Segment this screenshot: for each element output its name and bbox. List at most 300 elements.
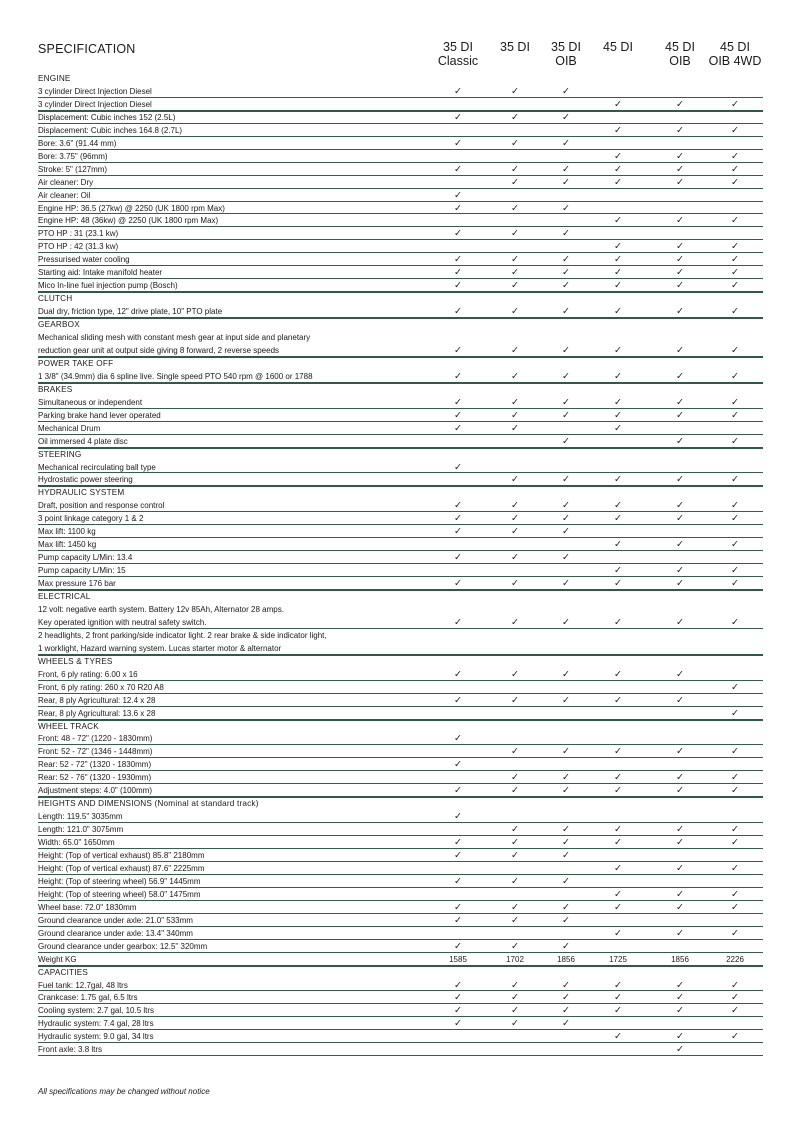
check-mark: ✓ (562, 914, 570, 926)
check-mark: ✓ (511, 824, 519, 836)
check-mark: ✓ (454, 578, 462, 590)
spec-label: Front: 52 - 72" (1346 - 1448mm) (38, 747, 153, 757)
check-mark: ✓ (731, 565, 739, 577)
check-mark: ✓ (562, 668, 570, 680)
section-heading-row (38, 72, 763, 85)
check-mark: ✓ (454, 875, 462, 887)
check-mark: ✓ (676, 772, 684, 784)
section-heading: GEARBOX (38, 320, 80, 330)
check-mark: ✓ (676, 901, 684, 913)
spec-label: Draft, position and response control (38, 501, 165, 511)
spec-label: Cooling system: 2.7 gal, 10.5 ltrs (38, 1006, 155, 1016)
check-mark: ✓ (511, 202, 519, 214)
column-header (588, 40, 648, 54)
spec-label: Engine HP: 48 (36kw) @ 2250 (UK 1800 rpm Max) (38, 216, 219, 226)
check-mark: ✓ (511, 578, 519, 590)
check-mark: ✓ (454, 189, 462, 201)
spec-label: Ground clearance under axle: 21.0" 533mm (38, 915, 193, 925)
check-mark: ✓ (511, 940, 519, 952)
spec-label: reduction gear unit at output side giving 8 forward, 2 reverse speeds (38, 345, 280, 355)
check-mark: ✓ (454, 85, 462, 97)
column-header (705, 40, 765, 68)
check-mark: ✓ (454, 163, 462, 175)
check-mark: ✓ (511, 163, 519, 175)
check-mark: ✓ (676, 474, 684, 486)
spec-label: PTO HP : 31 (23.1 kw) (38, 229, 119, 239)
spec-row (38, 331, 763, 344)
check-mark: ✓ (454, 137, 462, 149)
check-mark: ✓ (454, 422, 462, 434)
check-mark: ✓ (676, 344, 684, 356)
check-mark: ✓ (562, 901, 570, 913)
check-mark: ✓ (511, 616, 519, 628)
check-mark: ✓ (731, 681, 739, 693)
check-mark: ✓ (614, 888, 622, 900)
check-mark: ✓ (562, 824, 570, 836)
section-heading-row (38, 590, 763, 603)
spec-label: Simultaneous or independent (38, 397, 143, 407)
check-mark: ✓ (676, 435, 684, 447)
spec-label: Pump capacity L/Min: 15 (38, 566, 126, 576)
check-mark: ✓ (614, 124, 622, 136)
check-mark: ✓ (614, 98, 622, 110)
spec-label: Rear: 52 - 72" (1320 - 1830mm) (38, 760, 152, 770)
column-header-line1: 35 DI (443, 40, 473, 54)
check-mark: ✓ (562, 850, 570, 861)
section-heading: HYDRAULIC SYSTEM (38, 488, 125, 498)
section-heading-row (38, 655, 763, 668)
check-mark: ✓ (731, 927, 739, 939)
check-mark: ✓ (731, 616, 739, 628)
check-mark: ✓ (676, 280, 684, 292)
column-header-line1: 45 DI (665, 40, 695, 54)
section-heading: STEERING (38, 449, 82, 459)
check-mark: ✓ (614, 862, 622, 874)
spec-label: Rear, 8 ply Agricultural: 12.4 x 28 (38, 695, 156, 705)
check-mark: ✓ (731, 1031, 739, 1043)
check-mark: ✓ (731, 344, 739, 356)
check-mark: ✓ (454, 370, 462, 382)
spec-label: Dual dry, friction type, 12" drive plate, 10" PTO plate (38, 307, 223, 317)
check-mark: ✓ (454, 914, 462, 926)
check-mark: ✓ (614, 616, 622, 628)
check-mark: ✓ (731, 707, 739, 719)
check-mark: ✓ (562, 1005, 570, 1017)
check-mark: ✓ (676, 176, 684, 188)
check-mark: ✓ (676, 267, 684, 279)
footnote: All specifications may be changed without notice (38, 1087, 210, 1096)
section-heading: ELECTRICAL (38, 592, 91, 601)
check-mark: ✓ (731, 409, 739, 421)
check-mark: ✓ (562, 137, 570, 149)
section-heading-row (38, 448, 763, 461)
row-divider (38, 1055, 763, 1056)
check-mark: ✓ (562, 409, 570, 421)
check-mark: ✓ (511, 176, 519, 188)
check-mark: ✓ (731, 500, 739, 512)
spec-label: Front axle: 3.8 ltrs (38, 1045, 103, 1055)
check-mark: ✓ (511, 280, 519, 292)
check-mark: ✓ (614, 992, 622, 1004)
check-mark: ✓ (454, 396, 462, 408)
check-mark: ✓ (614, 565, 622, 577)
check-mark: ✓ (731, 306, 739, 318)
check-mark: ✓ (676, 616, 684, 628)
weight-value: 1856 (557, 954, 575, 964)
section-heading-row (38, 292, 763, 305)
check-mark: ✓ (676, 837, 684, 849)
section-heading: CAPACITIES (38, 967, 89, 977)
spec-label: Ground clearance under axle: 13.4" 340mm (38, 928, 193, 938)
check-mark: ✓ (614, 150, 622, 162)
check-mark: ✓ (731, 578, 739, 590)
check-mark: ✓ (731, 241, 739, 253)
column-header-line1: 45 DI (720, 40, 750, 54)
spec-label: Height: (Top of vertical exhaust) 85.8" 2180mm (38, 851, 205, 860)
section-heading: POWER TAKE OFF (38, 358, 114, 368)
spec-label: Pressurised water cooling (38, 255, 130, 265)
check-mark: ✓ (676, 668, 684, 680)
check-mark: ✓ (614, 772, 622, 784)
spec-label: Max lift: 1450 kg (38, 540, 97, 550)
spec-label: Max pressure 176 bar (38, 579, 116, 589)
check-mark: ✓ (676, 565, 684, 577)
check-mark: ✓ (562, 875, 570, 887)
check-mark: ✓ (562, 578, 570, 590)
spec-label: Height: (Top of steering wheel) 56.9" 1445mm (38, 876, 201, 886)
check-mark: ✓ (511, 254, 519, 266)
weight-value: 2226 (726, 954, 744, 964)
spec-label: Length: 121.0" 3075mm (38, 825, 124, 835)
section-heading: CLUTCH (38, 294, 73, 304)
spec-label: PTO HP : 42 (31.3 kw) (38, 242, 119, 252)
check-mark: ✓ (454, 500, 462, 512)
check-mark: ✓ (676, 824, 684, 836)
check-mark: ✓ (562, 785, 570, 797)
section-heading: WHEELS & TYRES (38, 656, 113, 666)
check-mark: ✓ (731, 435, 739, 447)
check-mark: ✓ (511, 875, 519, 887)
spec-label: Hydraulic system: 7.4 gal, 28 ltrs (38, 1019, 154, 1029)
check-mark: ✓ (562, 772, 570, 784)
check-mark: ✓ (454, 694, 462, 706)
check-mark: ✓ (454, 344, 462, 356)
check-mark: ✓ (511, 344, 519, 356)
check-mark: ✓ (511, 837, 519, 849)
column-header-line2: OIB 4WD (708, 54, 762, 68)
spec-label: Front, 6 ply rating: 6.00 x 16 (38, 669, 138, 679)
check-mark: ✓ (562, 228, 570, 240)
check-mark: ✓ (511, 694, 519, 706)
check-mark: ✓ (454, 409, 462, 421)
check-mark: ✓ (731, 474, 739, 486)
check-mark: ✓ (676, 370, 684, 382)
check-mark: ✓ (614, 694, 622, 706)
check-mark: ✓ (676, 979, 684, 991)
check-mark: ✓ (731, 513, 739, 525)
spec-label: Max lift: 1100 kg (38, 527, 96, 537)
check-mark: ✓ (676, 98, 684, 110)
check-mark: ✓ (511, 772, 519, 784)
spec-label: 3 cylinder Direct Injection Diesel (38, 86, 152, 96)
check-mark: ✓ (562, 254, 570, 266)
section-heading: BRAKES (38, 384, 73, 394)
check-mark: ✓ (454, 1005, 462, 1017)
section-heading: WHEEL TRACK (38, 721, 99, 731)
spec-label: Ground clearance under gearbox: 12.5" 320mm (38, 941, 208, 951)
check-mark: ✓ (731, 862, 739, 874)
check-mark: ✓ (676, 254, 684, 266)
check-mark: ✓ (614, 824, 622, 836)
check-mark: ✓ (614, 267, 622, 279)
check-mark: ✓ (731, 992, 739, 1004)
check-mark: ✓ (562, 474, 570, 486)
check-mark: ✓ (511, 992, 519, 1004)
spec-label: 3 cylinder Direct Injection Diesel (38, 99, 152, 109)
check-mark: ✓ (511, 901, 519, 913)
spec-label: Engine HP: 36.5 (27kw) @ 2250 (UK 1800 rpm Max) (38, 203, 225, 213)
spec-label: Front, 6 ply rating: 260 x 70 R20 A8 (38, 682, 164, 692)
check-mark: ✓ (731, 746, 739, 758)
check-mark: ✓ (454, 901, 462, 913)
check-mark: ✓ (454, 811, 462, 823)
section-heading-row (38, 318, 763, 331)
spec-label: Starting aid: Intake manifold heater (38, 268, 163, 278)
section-heading: HEIGHTS AND DIMENSIONS (Nominal at standard track) (38, 799, 259, 809)
check-mark: ✓ (731, 163, 739, 175)
check-mark: ✓ (676, 1044, 684, 1056)
spec-label: 1 3/8" (34.9mm) dia 6 spline live. Single speed PTO 540 rpm @ 1600 or 1788 (38, 371, 313, 381)
check-mark: ✓ (614, 979, 622, 991)
check-mark: ✓ (454, 979, 462, 991)
spec-label: 2 headlights, 2 front parking/side indicator light. 2 rear brake & side indicator light, (38, 630, 327, 640)
column-header-line1: 35 DI (500, 40, 530, 54)
check-mark: ✓ (731, 98, 739, 110)
check-mark: ✓ (614, 306, 622, 318)
check-mark: ✓ (454, 850, 462, 861)
check-mark: ✓ (511, 267, 519, 279)
check-mark: ✓ (511, 409, 519, 421)
check-mark: ✓ (731, 267, 739, 279)
check-mark: ✓ (731, 785, 739, 797)
check-mark: ✓ (454, 759, 462, 771)
check-mark: ✓ (562, 552, 570, 564)
check-mark: ✓ (511, 785, 519, 797)
spec-label: Mechanical Drum (38, 423, 101, 433)
check-mark: ✓ (731, 280, 739, 292)
spec-label: Displacement: Cubic inches 164.8 (2.7L) (38, 125, 183, 135)
check-mark: ✓ (731, 1005, 739, 1017)
check-mark: ✓ (562, 694, 570, 706)
spec-label: 12 volt: negative earth system. Battery 12v 85Ah, Alternator 28 amps. (38, 604, 284, 614)
check-mark: ✓ (614, 539, 622, 551)
spec-label: Oil immersed 4 plate disc (38, 436, 128, 446)
check-mark: ✓ (454, 526, 462, 538)
check-mark: ✓ (454, 733, 462, 745)
check-mark: ✓ (676, 862, 684, 874)
check-mark: ✓ (562, 992, 570, 1004)
check-mark: ✓ (676, 578, 684, 590)
check-mark: ✓ (614, 927, 622, 939)
spec-label: 3 point linkage category 1 & 2 (38, 514, 144, 524)
check-mark: ✓ (454, 461, 462, 473)
check-mark: ✓ (562, 837, 570, 849)
weight-value: 1585 (449, 954, 467, 964)
check-mark: ✓ (614, 837, 622, 849)
check-mark: ✓ (454, 254, 462, 266)
check-mark: ✓ (511, 746, 519, 758)
spec-label: Mico In-line fuel injection pump (Bosch) (38, 281, 178, 291)
check-mark: ✓ (454, 616, 462, 628)
check-mark: ✓ (676, 1031, 684, 1043)
check-mark: ✓ (676, 150, 684, 162)
check-mark: ✓ (614, 409, 622, 421)
check-mark: ✓ (614, 241, 622, 253)
check-mark: ✓ (511, 979, 519, 991)
check-mark: ✓ (562, 500, 570, 512)
weight-value: 1725 (609, 954, 627, 964)
check-mark: ✓ (511, 1018, 519, 1030)
spec-label: Displacement: Cubic inches 152 (2.5L) (38, 112, 176, 122)
spec-label: Wheel base: 72.0" 1830mm (38, 902, 137, 912)
check-mark: ✓ (562, 176, 570, 188)
spec-label: Rear: 52 - 76" (1320 - 1930mm) (38, 773, 152, 783)
check-mark: ✓ (676, 746, 684, 758)
column-header-line1: 45 DI (603, 40, 633, 54)
spec-label: Rear, 8 ply Agricultural: 13.6 x 28 (38, 708, 156, 718)
check-mark: ✓ (614, 280, 622, 292)
check-mark: ✓ (614, 474, 622, 486)
section-heading-row (38, 383, 763, 396)
check-mark: ✓ (731, 837, 739, 849)
spec-label: Width: 65.0" 1650mm (38, 838, 115, 848)
check-mark: ✓ (731, 124, 739, 136)
check-mark: ✓ (614, 901, 622, 913)
check-mark: ✓ (511, 306, 519, 318)
check-mark: ✓ (562, 526, 570, 538)
check-mark: ✓ (614, 785, 622, 797)
check-mark: ✓ (454, 228, 462, 240)
check-mark: ✓ (454, 940, 462, 952)
check-mark: ✓ (511, 552, 519, 564)
check-mark: ✓ (562, 979, 570, 991)
check-mark: ✓ (562, 111, 570, 123)
check-mark: ✓ (614, 1005, 622, 1017)
check-mark: ✓ (454, 280, 462, 292)
column-header-line2: OIB (555, 54, 577, 68)
check-mark: ✓ (562, 202, 570, 214)
check-mark: ✓ (511, 474, 519, 486)
spec-label: Crankcase: 1.75 gal, 6.5 ltrs (38, 993, 138, 1003)
check-mark: ✓ (562, 370, 570, 382)
check-mark: ✓ (676, 694, 684, 706)
column-header-line2: Classic (437, 54, 479, 68)
check-mark: ✓ (676, 124, 684, 136)
check-mark: ✓ (562, 280, 570, 292)
check-mark: ✓ (454, 668, 462, 680)
check-mark: ✓ (614, 396, 622, 408)
column-header (428, 40, 488, 68)
check-mark: ✓ (731, 370, 739, 382)
check-mark: ✓ (614, 215, 622, 227)
check-mark: ✓ (511, 137, 519, 149)
check-mark: ✓ (731, 176, 739, 188)
check-mark: ✓ (731, 254, 739, 266)
check-mark: ✓ (562, 163, 570, 175)
check-mark: ✓ (676, 163, 684, 175)
check-mark: ✓ (614, 176, 622, 188)
check-mark: ✓ (562, 1018, 570, 1030)
check-mark: ✓ (614, 513, 622, 525)
check-mark: ✓ (614, 668, 622, 680)
check-mark: ✓ (454, 111, 462, 123)
check-mark: ✓ (511, 85, 519, 97)
weight-value: 1856 (671, 954, 689, 964)
check-mark: ✓ (614, 344, 622, 356)
check-mark: ✓ (676, 539, 684, 551)
check-mark: ✓ (731, 772, 739, 784)
section-heading-row (38, 357, 763, 370)
check-mark: ✓ (454, 552, 462, 564)
section-heading: ENGINE (38, 74, 71, 83)
section-heading-row (38, 486, 763, 499)
spec-label: Air cleaner: Dry (38, 177, 94, 187)
check-mark: ✓ (454, 267, 462, 279)
spec-label: Fuel tank: 12.7gal, 48 ltrs (38, 980, 128, 990)
spec-row (38, 629, 763, 642)
check-mark: ✓ (614, 370, 622, 382)
page-title: SPECIFICATION (38, 42, 136, 56)
spec-label: Weight KG (38, 954, 77, 964)
check-mark: ✓ (511, 500, 519, 512)
spec-label: 1 worklight, Hazard warning system. Lucas starter motor & alternator (38, 643, 282, 653)
check-mark: ✓ (676, 513, 684, 525)
check-mark: ✓ (562, 344, 570, 356)
check-mark: ✓ (676, 927, 684, 939)
check-mark: ✓ (511, 228, 519, 240)
check-mark: ✓ (511, 850, 519, 861)
spec-label: Mechanical recirculating ball type (38, 462, 156, 472)
check-mark: ✓ (562, 85, 570, 97)
section-heading-row (38, 720, 763, 733)
spec-label: Adjustment steps: 4.0" (100mm) (38, 786, 152, 796)
check-mark: ✓ (511, 370, 519, 382)
check-mark: ✓ (614, 578, 622, 590)
check-mark: ✓ (676, 241, 684, 253)
spec-label: Length: 119.5" 3035mm (38, 812, 123, 822)
check-mark: ✓ (731, 539, 739, 551)
spec-row (38, 603, 763, 616)
check-mark: ✓ (676, 306, 684, 318)
check-mark: ✓ (511, 526, 519, 538)
check-mark: ✓ (614, 254, 622, 266)
spec-label: Air cleaner: Oil (38, 190, 91, 200)
column-header-line2: OIB (669, 54, 691, 68)
check-mark: ✓ (676, 785, 684, 797)
spec-label: Height: (Top of vertical exhaust) 87.6" 2225mm (38, 863, 205, 873)
check-mark: ✓ (562, 746, 570, 758)
spec-label: Height: (Top of steering wheel) 58.0" 1475mm (38, 889, 201, 899)
check-mark: ✓ (511, 668, 519, 680)
check-mark: ✓ (562, 940, 570, 952)
check-mark: ✓ (562, 306, 570, 318)
check-mark: ✓ (676, 396, 684, 408)
check-mark: ✓ (731, 824, 739, 836)
check-mark: ✓ (454, 837, 462, 849)
check-mark: ✓ (614, 422, 622, 434)
section-heading-row (38, 966, 763, 979)
column-header (650, 40, 710, 68)
